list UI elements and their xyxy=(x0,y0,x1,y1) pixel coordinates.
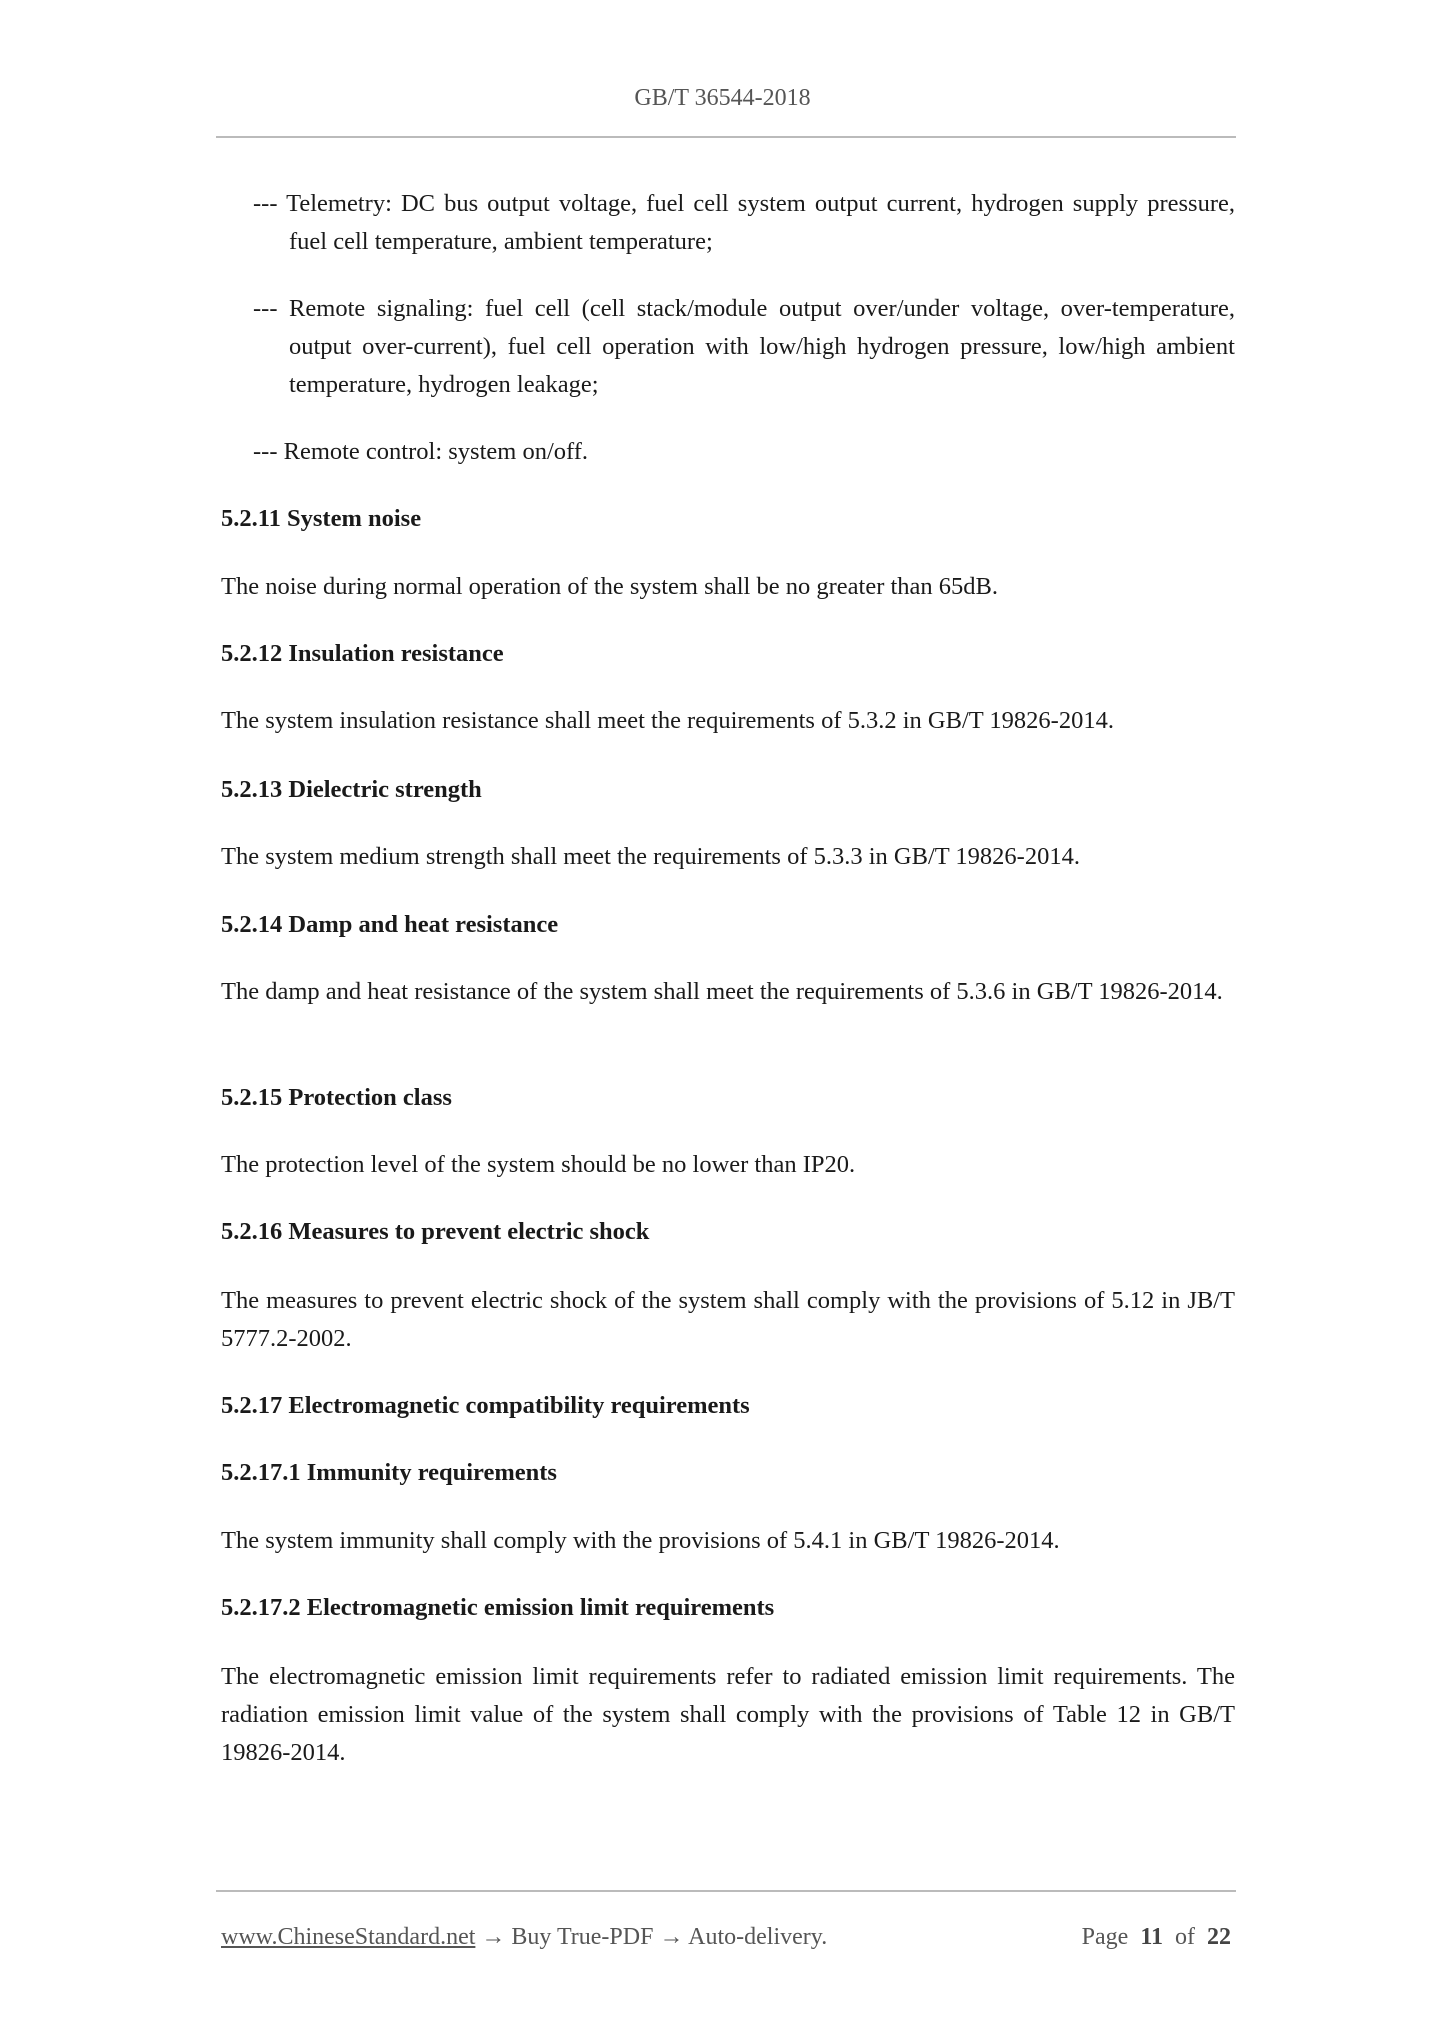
section-heading: 5.2.17 Electromagnetic compatibility requirements xyxy=(221,1392,750,1419)
section-heading: 5.2.12 Insulation resistance xyxy=(221,640,504,667)
buy-pdf-text: Buy True-PDF xyxy=(511,1924,654,1950)
auto-delivery-text: Auto-delivery. xyxy=(688,1924,828,1950)
page-indicator: Page 11 of 22 xyxy=(1081,1924,1231,1950)
section-text: The measures to prevent electric shock of the system shall comply with the provisions of 5.12 in JB/T 5777.2-2002. xyxy=(221,1287,1235,1352)
section-text: The system medium strength shall meet the requirements of 5.3.3 in GB/T 19826-2014. xyxy=(221,843,1080,870)
bullet-telemetry: --- Telemetry: DC bus output voltage, fuel cell system output current, hydrogen supply pressure, fuel cell temperature, ambient temperature; xyxy=(253,190,1235,255)
bullet-remote-signaling: --- Remote signaling: fuel cell (cell stack/module output over/under voltage, over-temperature, output over-current), fuel cell operation with low/high hydrogen pressure, low/high ambient temperature, hydrogen leakage; xyxy=(253,295,1235,398)
section-text: The electromagnetic emission limit requirements refer to radiated emission limit requirements. The radiation emission limit value of the system shall comply with the provisions of Table 12 in GB/T 19826-2014. xyxy=(221,1663,1235,1766)
footer xyxy=(221,1924,1231,1951)
bullet-remote-control: --- Remote control: system on/off. xyxy=(253,438,588,465)
section-heading: 5.2.15 Protection class xyxy=(221,1084,452,1111)
section-heading: 5.2.14 Damp and heat resistance xyxy=(221,911,559,938)
header-rule xyxy=(216,136,1236,138)
section-text: The system immunity shall comply with the provisions of 5.4.1 in GB/T 19826-2014. xyxy=(221,1527,1060,1554)
section-heading: 5.2.11 System noise xyxy=(221,505,422,532)
arrow-icon: → xyxy=(481,1924,506,1950)
section-heading: 5.2.17.2 Electromagnetic emission limit requirements xyxy=(221,1594,775,1621)
arrow-icon: → xyxy=(659,1924,684,1950)
document-header-title: GB/T 36544-2018 xyxy=(634,85,811,111)
section-text: The system insulation resistance shall meet the requirements of 5.3.2 in GB/T 19826-2014. xyxy=(221,707,1114,734)
footer-rule xyxy=(216,1890,1236,1892)
website-link[interactable]: www.ChineseStandard.net xyxy=(221,1924,476,1950)
section-heading: 5.2.17.1 Immunity requirements xyxy=(221,1459,557,1486)
section-heading: 5.2.16 Measures to prevent electric shock xyxy=(221,1218,650,1245)
section-heading: 5.2.13 Dielectric strength xyxy=(221,776,482,803)
section-text: The protection level of the system should be no lower than IP20. xyxy=(221,1151,856,1178)
page-number: 11 xyxy=(1140,1924,1163,1950)
section-text: The damp and heat resistance of the system shall meet the requirements of 5.3.6 in GB/T 19826-2014. xyxy=(221,978,1223,1005)
section-text: The noise during normal operation of the system shall be no greater than 65dB. xyxy=(221,573,999,600)
total-pages: 22 xyxy=(1207,1924,1231,1950)
